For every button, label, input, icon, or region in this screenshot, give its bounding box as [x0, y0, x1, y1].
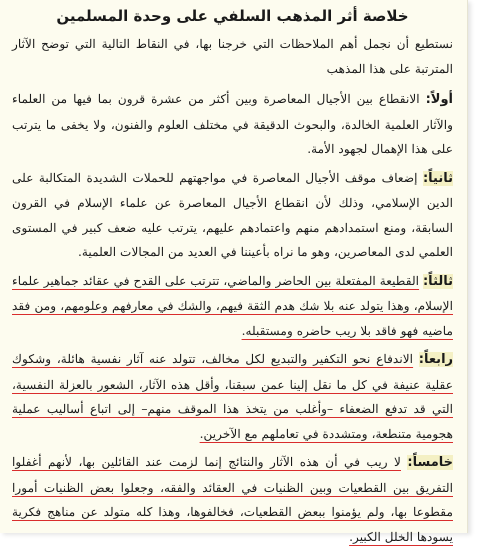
- point-4-text: الاندفاع نحو التكفير والتبديع لكل مخالف، تتولد عنه آثار نفسية هائلة، وشكوك عقلية عنيفة في كل ما نقل إلينا عمن سبقنا، وأقل هذه الآثار، الشعور بالعزلة النفسية، التي قد تدفع الضعفاء –وأغلب من يتخذ هذا الموقف منهم– إلى اتباع أساليب عملية هجومية متنطعة، ومتشددة في تعاملهم مع الآخرين.: [12, 352, 453, 441]
- point-4-label: رابعاً:: [418, 352, 454, 367]
- point-2-text: إضعاف موقف الأجيال المعاصرة في مواجهتهم للحملات الشديدة المتكالبة على الدين الإسلامي، وذلك لأن انقطاع الأجيال المعاصرة عن علماء الإسلام في القرون السابقة، ومنع استمدادهم منهم واعتمادهم عليهم، يترتب عليه ضعف كبير في المستوى العلمي لدى المعاصرين، وهو ما نراه بأعيننا في العديد من المجالات العلمية.: [12, 170, 453, 259]
- point-1-paragraph: [12, 87, 453, 162]
- point-3-label: ثالثاً:: [422, 273, 454, 289]
- point-2-label: ثانياً:: [422, 170, 453, 186]
- intro-paragraph: نستطيع أن نجمل أهم الملاحظات التي خرجنا بها، في النقاط التالية التي توضح الآثار المترتبة على هذا المذهب: [12, 37, 453, 76]
- point-5-paragraph: [12, 450, 453, 549]
- point-4-paragraph: [12, 347, 453, 446]
- point-2-paragraph: [12, 166, 453, 265]
- point-1-label: أولاً:: [425, 92, 454, 107]
- point-5-label: خامساً:: [407, 455, 454, 470]
- point-1-text: الانقطاع بين الأجيال المعاصرة وبين أكثر من عشرة قرون بما فيها من العلماء والآثار العلمية الخالدة، والبحوث الدقيقة في مختلف العلوم والفنون، ولا يخفى ما يترتب على هذا الإهمال لجهود الأمة.: [12, 92, 453, 156]
- point-5-text: لا ريب في أن هذه الآثار والنتائج إنما لزمت عند القائلين بها، لأنهم أغفلوا التفريق بين القطعيات وبين الظنيات في العقائد والفقه، وجعلوا بعض الظنيات أمورا مقطوعا بها، ولم يؤمنوا ببعض القطعيات، فخالفوها، وهذا كله متولد عن مناهج فكرية يسودها الخلل الكبير.: [12, 455, 453, 544]
- page-title: خلاصة أثر المذهب السلفي على وحدة المسلمين: [56, 7, 409, 25]
- point-3-paragraph: [12, 269, 453, 344]
- point-3-text: القطيعة المفتعلة بين الحاضر والماضي، تترتب على القدح في عقائد جماهير علماء الإسلام، وهذا يتولد عنه بلا شك هدم الثقة فيهم، والشك في معارفهم وعلومهم، ومن فقد ماضيه فهو فاقد بلا ريب حاضره ومستقبله.: [12, 273, 453, 338]
